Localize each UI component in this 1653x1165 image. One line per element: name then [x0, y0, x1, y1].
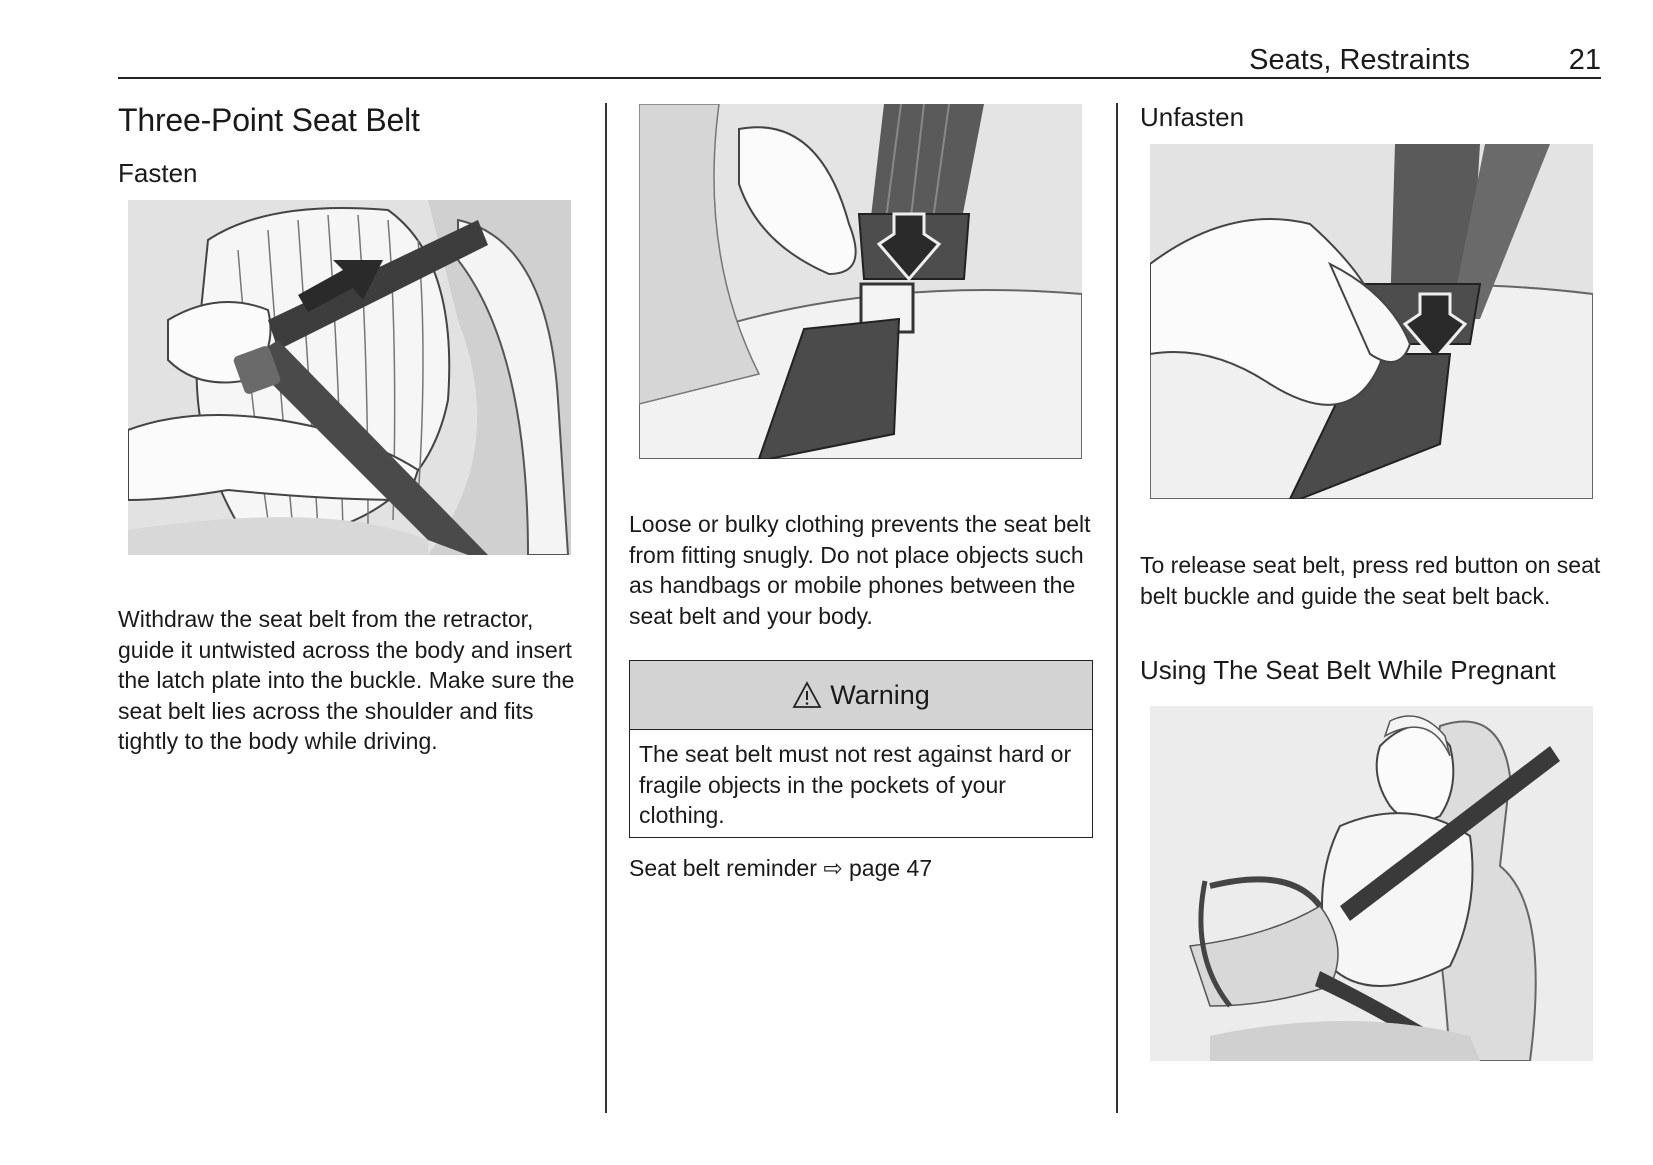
clothing-note: Loose or bulky clothing prevents the seat belt from fitting snugly. Do not place objects such as handbags or mobile phones between the seat belt and your body. — [629, 511, 1091, 629]
unfasten-instructions: To release seat belt, press red button on seat belt buckle and guide the seat belt back. — [1140, 552, 1601, 609]
warning-header — [630, 661, 1092, 730]
warning-box — [629, 660, 1093, 838]
fasten-illustration — [128, 200, 571, 555]
warning-text: The seat belt must not rest against hard or fragile objects in the pockets of your clothing. — [639, 741, 1072, 828]
subheading-fasten: Fasten — [118, 158, 198, 188]
fasten-instructions: Withdraw the seat belt from the retractor, guide it untwisted across the body and insert the latch plate into the buckle. Make sure the seat belt lies across the shoulder and fits tightly to the body while driving. — [118, 606, 575, 754]
subheading-unfasten: Unfasten — [1140, 102, 1245, 132]
column-divider-1 — [605, 103, 607, 1113]
buckle-illustration — [639, 104, 1082, 459]
header-rule — [118, 77, 1601, 79]
running-header-section: Seats, Restraints — [1249, 44, 1470, 76]
warning-title: Warning — [830, 679, 930, 710]
section-heading: Three-Point Seat Belt — [118, 102, 420, 138]
seat-belt-reminder-link[interactable]: Seat belt reminder ⇨ page 47 — [629, 855, 933, 881]
pregnant-heading: Using The Seat Belt While Pregnant — [1140, 655, 1556, 685]
page-number: 21 — [1568, 44, 1601, 76]
warning-triangle-icon — [792, 681, 822, 709]
pregnant-illustration — [1150, 706, 1593, 1061]
column-divider-2 — [1116, 103, 1118, 1113]
unfasten-illustration — [1150, 144, 1593, 499]
